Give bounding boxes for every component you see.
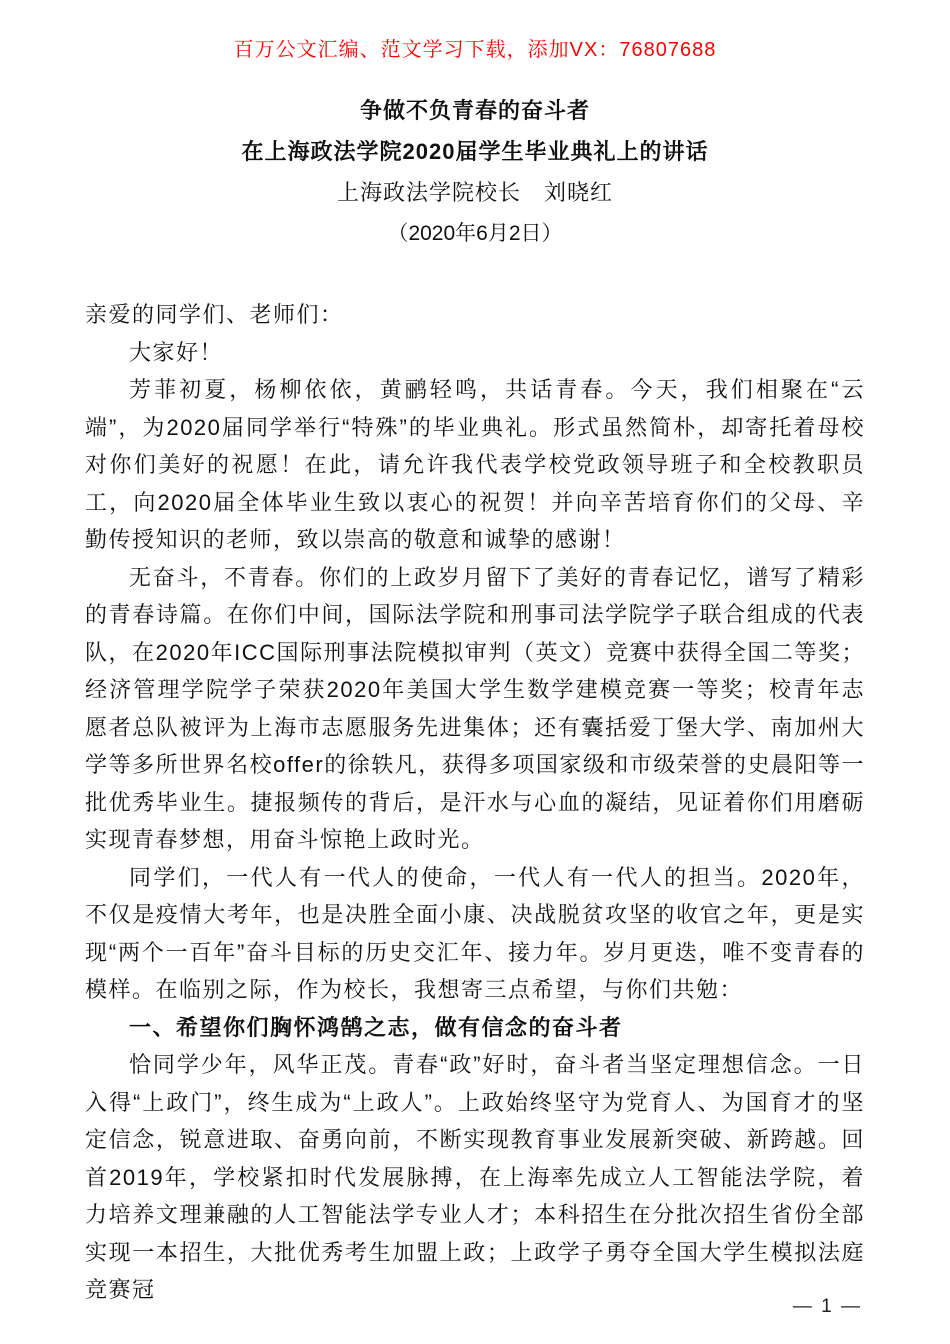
page-number: — 1 — [792,1296,862,1317]
author-line: 上海政法学院校长 刘晓红 [336,180,613,205]
salutation: 亲爱的同学们、老师们： [85,302,344,327]
paragraph-mission: 同学们，一代人有一代人的使命，一代人有一代人的担当。2020年，不仅是疫情大考年，也是决胜全面小康、决战脱贫攻坚的收官之年，更是实现“两个一百年”奋斗目标的历史交汇年、接力年。岁月更迭，唯不变青春的模样。在临别之际，作为校长，我想寄三点希望，与你们共勉： [85,864,865,1002]
paragraph-greeting: 大家好！ [129,339,224,365]
paragraph-opening: 芳菲初夏，杨柳依依，黄鹂轻鸣，共话青春。今天，我们相聚在“云端”，为2020届同学举行“特殊”的毕业典礼。形式虽然简朴，却寄托着母校对你们美好的祝愿！在此，请允许我代表学校党政领导班子和全校教职员工，向2020届全体毕业生致以衷心的祝贺！并向辛苦培育你们的父母、辛勤传授知识的老师，致以崇高的敬意和诚挚的感谢！ [85,377,865,552]
document-title: 争做不负青春的奋斗者 [359,98,590,123]
document-body [85,296,865,1309]
section-heading-one: 一、希望你们胸怀鸿鹄之志，做有信念的奋斗者 [129,1014,623,1040]
paragraph-achievements: 无奋斗，不青春。你们的上政岁月留下了美好的青春记忆，谱写了精彩的青春诗篇。在你们中间，国际法学院和刑事司法学院学子联合组成的代表队，在2020年ICC国际刑事法院模拟审判（英文）竞赛中获得全国二等奖；经济管理学院学子荣获2020年美国大学生数学建模竞赛一等奖；校青年志愿者总队被评为上海市志愿服务先进集体；还有囊括爱丁堡大学、南加州大学等多所世界名校offer的徐轶凡，获得多项国家级和市级荣誉的史晨阳等一批优秀毕业生。捷报频传的背后，是汗水与心血的凝结，见证着你们用磨砺实现青春梦想，用奋斗惊艳上政时光。 [85,564,865,852]
document-subtitle: 在上海政法学院2020届学生毕业典礼上的讲话 [241,139,709,164]
paragraph-hope-one: 恰同学少年，风华正茂。青春“政”好时，奋斗者当坚定理想信念。一日入得“上政门”，终生成为“上政人”。上政始终坚守为党育人、为国育才的坚定信念，锐意进取、奋勇向前，不断实现教育事业发展新突破、新跨越。回首2019年，学校紧扣时代发展脉搏，在上海率先成立人工智能法学院，着力培养文理兼融的人工智能法学专业人才；本科招生在分批次招生省份全部实现一本招生，大批优秀考生加盟上政；上政学子勇夺全国大学生模拟法庭竞赛冠 [85,1052,865,1302]
date-line: （2020年6月2日） [387,222,563,245]
promo-banner: 百万公文汇编、范文学习下载，添加VX：76807688 [233,39,717,61]
title-block [85,90,865,254]
